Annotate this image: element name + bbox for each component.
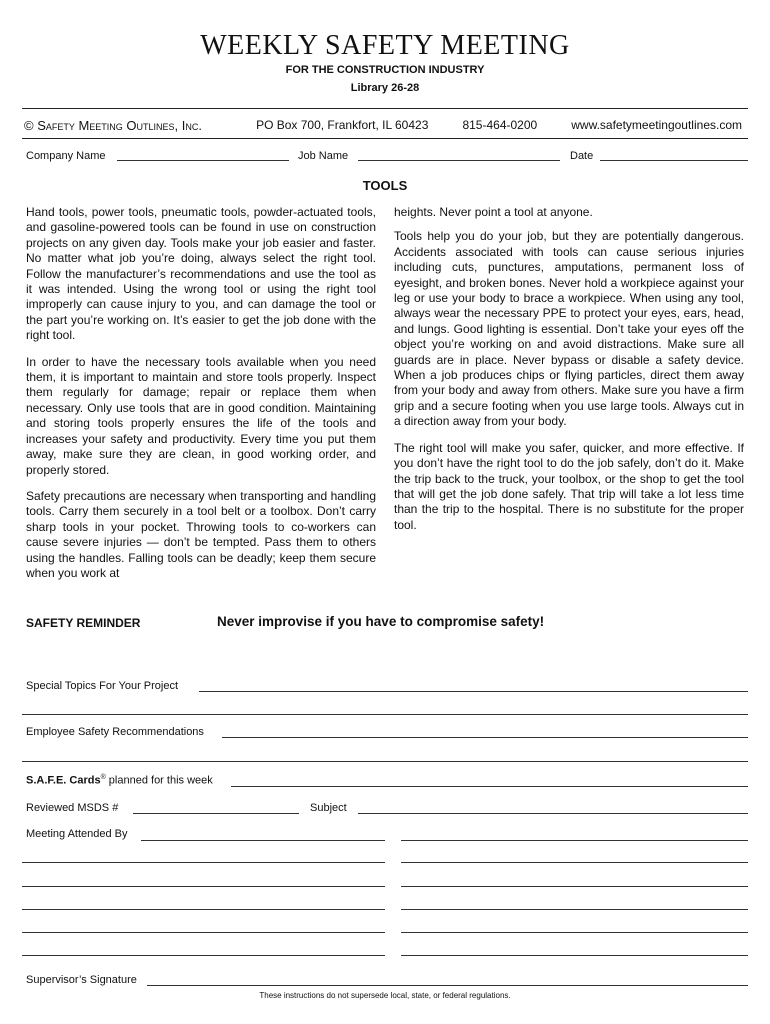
job-name-field[interactable] [358, 160, 560, 161]
body-paragraph: Hand tools, power tools, pneumatic tools, powder-actuated tools, and gasoline-powered tools can be found in use on construction projects on any given day. Tools make your job easier and faster. No matter what job you’re doing, always select the right tool. Follow the manufacturer’s recommendations and use the tool as it was intended. Using the wrong tool or using the right tool improperly can cause injury to you, and can damage the tool or the part you’re working on. It’s easier to get the job done with the right tool. [26, 205, 376, 343]
meeting-attended-label: Meeting Attended By [26, 828, 128, 840]
safe-cards-name: S.A.F.E. Cards [26, 774, 101, 787]
supervisor-signature-label: Supervisor’s Signature [26, 974, 137, 986]
publisher-info-bar [22, 118, 748, 133]
body-paragraph: Tools help you do your job, but they are potentially dangerous. Accidents associated with tools can cause serious injuries including cuts, punctures, amputations, permanent loss of eyesight, and broken bones. Never hold a workpiece against your leg or use your body to brace a workpiece. When using any tool, always wear the necessary PPE to protect your eyes, ears, head, and lungs. Good lighting is essential. Don’t take your eyes off the object you’re working on and avoid distractions. Make sure all guards are in place. Never bypass or disable a safety device. When a job produces chips or flying particles, direct them away from your body and away from others. Make sure you have a firm grip and a secure footing when you use large tools. Always cut in a direction away from your body. [394, 229, 744, 429]
body-right-column [394, 205, 744, 544]
body-left-column [26, 205, 376, 592]
attendee-field[interactable] [401, 909, 748, 910]
attendee-field[interactable] [141, 840, 385, 841]
topic-heading: TOOLS [362, 178, 408, 193]
subject-field[interactable] [358, 813, 748, 814]
page-title: WEEKLY SAFETY MEETING [200, 30, 570, 61]
publisher-name: © Safety Meeting Outlines, Inc. [24, 118, 202, 133]
registered-mark: ® [100, 774, 106, 781]
reviewed-msds-field[interactable] [133, 813, 299, 814]
attendee-field[interactable] [22, 862, 385, 863]
attendee-field[interactable] [22, 955, 385, 956]
publisher-address: PO Box 700, Frankfort, IL 60423 [256, 118, 429, 132]
body-paragraph: In order to have the necessary tools available when you need them, it is important to maintain and store tools properly. Inspect them regularly for damage; repair or replace them when necessary. Only use tools that are in good condition. Maintaining and storing tools properly ensures the life of the tools and increases your safety and productivity. Every time you put them away, make sure they are clean, in good working order, and properly stored. [26, 354, 376, 477]
attendee-field[interactable] [22, 909, 385, 910]
header-divider-top [22, 108, 748, 109]
reviewed-msds-label: Reviewed MSDS # [26, 802, 119, 814]
library-number: Library 26-28 [350, 82, 420, 94]
attendee-field[interactable] [22, 886, 385, 887]
header-divider-bottom [22, 138, 748, 139]
supervisor-signature-field[interactable] [147, 985, 748, 986]
safety-reminder-text: Never improvise if you have to compromise safety! [217, 614, 545, 629]
safe-cards-field[interactable] [231, 786, 748, 787]
safe-cards-label [26, 774, 213, 787]
date-field[interactable] [600, 160, 748, 161]
attendee-field[interactable] [401, 955, 748, 956]
body-paragraph: The right tool will make you safer, quicker, and more effective. If you don’t have the right tool to do the job safely, don’t do it. Make the trip back to the truck, your toolbox, or the shop to get the tool that will get the job done safely. That trip will take a lot less time than the trip to the hospital. There is no substitute for the proper tool. [394, 440, 744, 532]
publisher-website: www.safetymeetingoutlines.com [571, 118, 742, 132]
special-topics-field[interactable] [199, 691, 748, 692]
page-subtitle: FOR THE CONSTRUCTION INDUSTRY [285, 64, 485, 76]
employee-recommendations-field-extra[interactable] [22, 761, 748, 762]
employee-recommendations-field[interactable] [222, 737, 748, 738]
attendee-field[interactable] [401, 840, 748, 841]
date-label: Date [570, 150, 594, 162]
company-name-label: Company Name [26, 150, 106, 162]
employee-recommendations-label: Employee Safety Recommendations [26, 726, 204, 738]
footer-disclaimer: These instructions do not supersede local, state, or federal regulations. [259, 991, 511, 1000]
attendee-field[interactable] [401, 886, 748, 887]
attendee-field[interactable] [401, 932, 748, 933]
safety-reminder-label: SAFETY REMINDER [26, 616, 141, 630]
special-topics-field-extra[interactable] [22, 714, 748, 715]
body-paragraph: Safety precautions are necessary when transporting and handling tools. Carry them securely in a tool belt or a toolbox. Don’t carry sharp tools in your pocket. Throwing tools to co-workers can cause severe injuries — don’t be tempted. Pass them to others using the handles. Falling tools can be deadly; keep them secure when you work at [26, 488, 376, 580]
special-topics-label: Special Topics For Your Project [26, 680, 179, 692]
publisher-phone: 815-464-0200 [462, 118, 538, 132]
attendee-field[interactable] [401, 862, 748, 863]
job-name-label: Job Name [298, 150, 349, 162]
safe-cards-suffix: planned for this week [105, 774, 213, 787]
subject-label: Subject [310, 802, 347, 814]
body-paragraph: heights. Never point a tool at anyone. [394, 205, 593, 219]
company-name-field[interactable] [117, 160, 289, 161]
attendee-field[interactable] [22, 932, 385, 933]
